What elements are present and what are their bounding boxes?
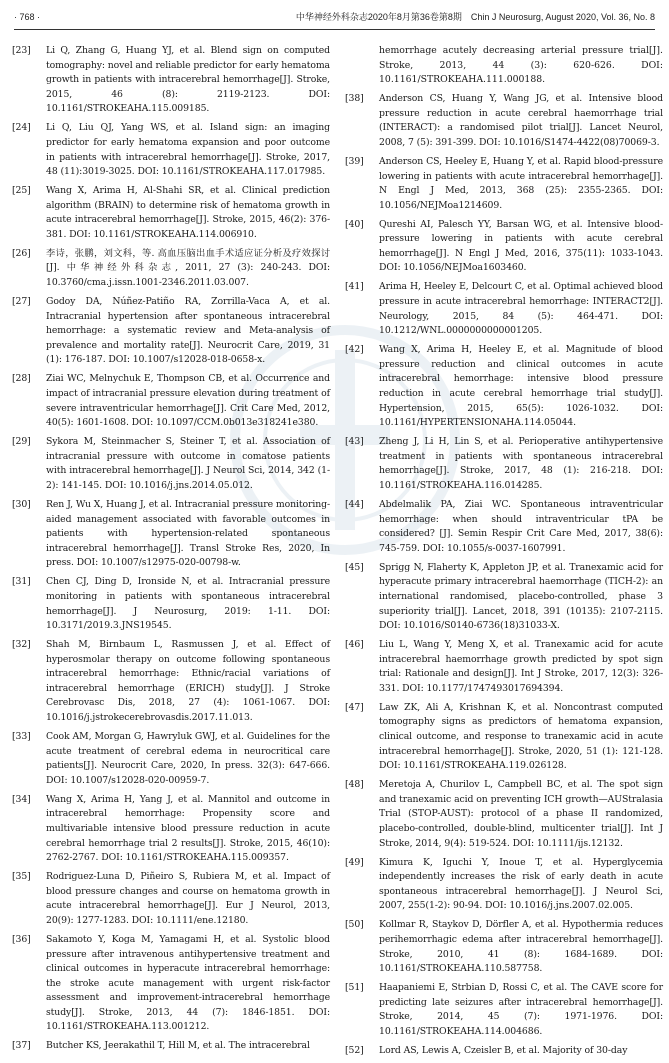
reference-item <box>12 793 330 866</box>
reference-number: [36] <box>12 933 31 945</box>
reference-text: Ziai WC, Melnychuk E, Thompson CB, et al. Occurrence and impact of intracranial pressure elevation during treatment of severe intraventricular hemorrhage[J]. Crit Care Med, 2012, 40(5): 1601-1608. DOI: 10.1097/CCM.0b013e318241e380. <box>46 373 330 429</box>
reference-item <box>345 918 663 976</box>
reference-number: [32] <box>12 639 31 651</box>
reference-text: Li Q, Liu QJ, Yang WS, et al. Island sign: an imaging predictor for early hematoma expansion and poor outcome in patients with intracerebral hemorrhage[J]. Stroke, 2017, 48 (11):3019-3025. DOI: 10.1161/STROKEAHA.117.017985. <box>46 122 330 178</box>
reference-text: Ren J, Wu X, Huang J, et al. Intracranial pressure monitoring-aided management associated with favorable outcomes in patients with hypertension-related spontaneous intracerebral hemorrhage[J]. Transl Stroke Res, 2020, In press. DOI: 10.1007/s12975-020-00798-w. <box>46 498 330 569</box>
reference-item <box>12 184 330 242</box>
reference-number: [38] <box>345 93 364 105</box>
reference-item <box>345 701 663 774</box>
reference-item <box>345 856 663 914</box>
left-column <box>12 44 330 1058</box>
reference-number: [43] <box>345 436 364 448</box>
reference-number: [27] <box>12 296 31 308</box>
reference-item <box>345 981 663 1039</box>
reference-text: Zheng J, Li H, Lin S, et al. Perioperative antihypertensive treatment in patients with spontaneous intracerebral hemorrhage[J]. Stroke, 2017, 48 (1): 216-218. DOI: 10.1161/STROKEAHA.116.014285. <box>379 436 663 491</box>
reference-number: [48] <box>345 779 364 791</box>
reference-text: Li Q, Zhang G, Huang YJ, et al. Blend sign on computed tomography: novel and reliable predictor for early hematoma growth in patients with intracerebral hemorrhage[J]. Stroke, 2015, 46 (8): 2119-2123. DOI: 10.1161/STROKEAHA.115.009185. <box>46 45 330 115</box>
reference-item <box>345 92 663 150</box>
reference-item <box>345 1044 663 1059</box>
reference-item <box>345 638 663 696</box>
reference-item <box>12 575 330 633</box>
reference-text: Meretoja A, Churilov L, Campbell BC, et al. The spot sign and tranexamic acid on preventing ICH growth—AUStralasia Trial (STOP-AUST): protocol of a phase II randomized, placebo-controlled, double-blind, multicenter trial[J]. Int J Stroke, 2014, 9(4): 519-524. DOI: 10.1111/ijs.12132. <box>379 779 663 849</box>
reference-number: [24] <box>12 122 31 134</box>
reference-number: [42] <box>345 344 364 356</box>
reference-number: [28] <box>12 373 31 385</box>
reference-text: Abdelmalik PA, Ziai WC. Spontaneous intraventricular hemorrhage: when should intraventricular tPA be considered? [J]. Semin Respir Crit Care Med, 2017, 38(6): 745-759. DOI: 10.1055/s-0037-1607991. <box>379 498 663 554</box>
reference-number: [23] <box>12 45 31 56</box>
reference-text: Shah M, Birnbaum L, Rasmussen J, et al. Effect of hyperosmolar therapy on outcome following spontaneous intracerebral hemorrhage: Ethnic/racial variations of intracerebral hemorrhage (ERICH) study[J]. J Stroke Cerebrovasc Dis, 2018, 27 (4): 1061-1067. DOI: 10.1016/j.jstrokecerebrovasdis.2017.11.013. <box>46 639 330 724</box>
running-header <box>14 10 655 24</box>
reference-number: [51] <box>345 982 364 994</box>
reference-text: Rodriguez-Luna D, Piñeiro S, Rubiera M, et al. Impact of blood pressure changes and course on hematoma growth in acute intracerebral hemorrhage[J]. Eur J Neurol, 2013, 20(9): 1277-1283. DOI: 10.1111/ene.12180. <box>46 871 330 926</box>
reference-text: Law ZK, Ali A, Krishnan K, et al. Noncontrast computed tomography signs as predictors of hematoma expansion, clinical outcome, and response to tranexamic acid in acute intracerebral hemorrhage[J]. Stroke, 2020, 51 (1): 121-128. DOI: 10.1161/STROKEAHA.119.026128. <box>379 701 663 772</box>
reference-text: Qureshi AI, Palesch YY, Barsan WG, et al. Intensive blood-pressure lowering in patients with acute cerebral hemorrhage[J]. N Engl J Med, 2016, 375(11): 1033-1043. DOI: 10.1056/NEJMoa1603460. <box>379 218 663 274</box>
reference-text: Anderson CS, Heeley E, Huang Y, et al. Rapid blood-pressure lowering in patients with acute intracerebral hemorrhage[J]. N Engl J Med, 2013, 368 (25): 2355-2365. DOI: 10.1056/NEJMoa1214609. <box>379 155 663 211</box>
reference-text: Kimura K, Iguchi Y, Inoue T, et al. Hyperglycemia independently increases the risk of early death in acute spontaneous intracerebral hemorrhage[J]. J Neurol Sci, 2007, 255(1-2): 90-94. DOI: 10.1016/j.jns.2007.02.005. <box>379 856 663 912</box>
reference-number: [52] <box>345 1044 364 1056</box>
reference-item <box>345 343 663 431</box>
header-rule <box>14 29 655 30</box>
reference-number: [49] <box>345 856 364 868</box>
reference-text: 李诗，张鹏，刘文科，等. 高血压脑出血手术适应证分析及疗效探讨[J]. 中华神经外科杂志, 2011, 27 (3): 240-243. DOI: 10.3760/cma.j.issn.1001-2346.2011.03.007. <box>46 247 330 289</box>
reference-text: Godoy DA, Núñez-Patiño RA, Zorrilla-Vaca A, et al. Intracranial hypertension after spontaneous intracerebral hemorrhage: a systematic review and Meta-analysis of prevalence and mortality rate[J]. Neurocrit Care, 2019, 31 (1): 176-187. DOI: 10.1007/s12028-018-0658-x. <box>46 296 330 366</box>
reference-text: Arima H, Heeley E, Delcourt C, et al. Optimal achieved blood pressure in acute intracerebral hemorrhage: INTERACT2[J]. Neurology, 2015, 84 (5): 464-471. DOI: 10.1212/WNL.0000000000001205. <box>379 281 663 337</box>
reference-item <box>12 247 330 291</box>
reference-number: [44] <box>345 498 364 510</box>
reference-text: Sprigg N, Flaherty K, Appleton JP, et al. Tranexamic acid for hyperacute primary intracerebral haemorrhage (TICH-2): an international randomised, placebo-controlled, phase 3 superiority trial[J]. Lancet, 2018, 391 (10135): 2107-2115. DOI: 10.1016/S0140-6736(18)31033-X. <box>379 561 663 632</box>
reference-text: Wang X, Arima H, Al-Shahi SR, et al. Clinical prediction algorithm (BRAIN) to determine risk of hematoma growth in acute intracerebral hemorrhage[J]. Stroke, 2015, 46(2): 376-381. DOI: 10.1161/STROKEAHA.114.006910. <box>46 185 330 240</box>
reference-item <box>345 155 663 213</box>
right-column <box>345 44 663 1063</box>
reference-continuation: hemorrhage acutely decreasing arterial pressure trial[J]. Stroke, 2013, 44 (3): 620-626. DOI: 10.1161/STROKEAHA.111.000188. <box>379 45 663 86</box>
reference-text: Butcher KS, Jeerakathil T, Hill M, et al. The intracerebral <box>46 1040 310 1052</box>
reference-number: [25] <box>12 185 31 197</box>
reference-item <box>12 121 330 179</box>
reference-item <box>12 870 330 928</box>
reference-number: [45] <box>345 561 364 573</box>
reference-item <box>345 778 663 851</box>
reference-text: Haapaniemi E, Strbian D, Rossi C, et al. The CAVE score for predicting late seizures after intracerebral hemorrhage[J]. Stroke, 2014, 45 (7): 1971-1976. DOI: 10.1161/STROKEAHA.114.004686. <box>379 982 663 1037</box>
reference-text: Lord AS, Lewis A, Czeisler B, et al. Majority of 30-day <box>379 1044 628 1056</box>
reference-text: Sykora M, Steinmacher S, Steiner T, et al. Association of intracranial pressure with outcome in comatose patients with intracerebral hemorrhage[J]. J Neurol Sci, 2014, 342 (1-2): 141-145. DOI: 10.1016/j.jns.2014.05.012. <box>46 436 330 491</box>
reference-item <box>345 435 663 493</box>
reference-item <box>345 561 663 634</box>
reference-number: [41] <box>345 281 364 293</box>
journal-citation: 中华神经外科杂志2020年8月第36卷第8期 Chin J Neurosurg, August 2020, Vol. 36, No. 8 <box>295 12 655 22</box>
reference-item <box>12 730 330 788</box>
reference-item <box>345 498 663 556</box>
reference-text: Anderson CS, Huang Y, Wang JG, et al. Intensive blood pressure reduction in acute cerebral haemorrhage trial (INTERACT): a randomised pilot trial[J]. Lancet Neurol, 2008, 7 (5): 391-399. DOI: 10.1016/S1474-4422(08)70069-3. <box>379 93 663 148</box>
reference-number: [37] <box>12 1040 31 1052</box>
reference-item <box>12 372 330 430</box>
reference-item <box>12 44 330 117</box>
reference-number: [31] <box>12 576 31 588</box>
reference-number: [39] <box>345 155 364 167</box>
reference-item <box>12 435 330 493</box>
reference-number: [46] <box>345 639 364 651</box>
reference-item <box>345 280 663 338</box>
reference-number: [50] <box>345 919 364 931</box>
reference-number: [29] <box>12 436 31 448</box>
reference-number: [34] <box>12 793 31 805</box>
reference-number: [47] <box>345 701 364 713</box>
reference-number: [40] <box>345 218 364 230</box>
reference-text: Wang X, Arima H, Heeley E, et al. Magnitude of blood pressure reduction and clinical outcomes in acute intracerebral hemorrhage: intensive blood pressure reduction in acute cerebral hemorrhage trial study[J]. Hypertension, 2015, 65(5): 1026-1032. DOI: 10.1161/HYPERTENSIONAHA.114.05044. <box>379 344 663 429</box>
reference-number: [26] <box>12 247 31 259</box>
reference-text: Kollmar R, Staykov D, Dörfler A, et al. Hypothermia reduces perihemorrhagic edema after intracerebral hemorrhage[J]. Stroke, 2010, 41 (8): 1684-1689. DOI: 10.1161/STROKEAHA.110.587758. <box>379 919 663 975</box>
reference-number: [35] <box>12 871 31 883</box>
reference-number: [30] <box>12 498 31 510</box>
reference-item <box>12 933 330 1035</box>
reference-item <box>12 638 330 726</box>
reference-text: Liu L, Wang Y, Meng X, et al. Tranexamic acid for acute intracerebral haemorrhage growth predicted by spot sign trial: Rationale and design[J]. Int J Stroke, 2017, 12(3): 326-331. DOI: 10.1177/1747493017694394. <box>379 639 663 694</box>
reference-item <box>12 498 330 571</box>
reference-text: Cook AM, Morgan G, Hawryluk GWJ, et al. Guidelines for the acute treatment of cerebral edema in neurocritical care patients[J]. Neurocrit Care, 2020, In press. 32(3): 647-666. DOI: 10.1007/s12028-020-00959-7. <box>46 731 330 786</box>
page-number: · 768 · <box>14 12 41 22</box>
reference-item <box>12 1039 330 1054</box>
reference-text: Sakamoto Y, Koga M, Yamagami H, et al. Systolic blood pressure after intravenous antihypertensive treatment and clinical outcomes in hyperacute intracerebral hemorrhage: the stroke acute management with urgent risk-factor assessment and improvement-intracerebral hemorrhage study[J]. Stroke, 2013, 44 (7): 1846-1851. DOI: 10.1161/STROKEAHA.113.001212. <box>46 933 330 1033</box>
reference-number: [33] <box>12 731 31 743</box>
reference-item <box>345 218 663 276</box>
reference-item <box>12 295 330 368</box>
reference-text: Wang X, Arima H, Yang J, et al. Mannitol and outcome in intracerebral hemorrhage: Propensity score and multivariable intensive blood pressure reduction in acute cerebral hemorrhage trial 2 results[J]. Stroke, 2015, 46(10): 2762-2767. DOI: 10.1161/STROKEAHA.115.009357. <box>46 793 330 864</box>
reference-text: Chen CJ, Ding D, Ironside N, et al. Intracranial pressure monitoring in patients with spontaneous intracerebral hemorrhage[J]. J Neurosurg, 2019: 1-11. DOI: 10.3171/2019.3.JNS19545. <box>46 576 330 632</box>
